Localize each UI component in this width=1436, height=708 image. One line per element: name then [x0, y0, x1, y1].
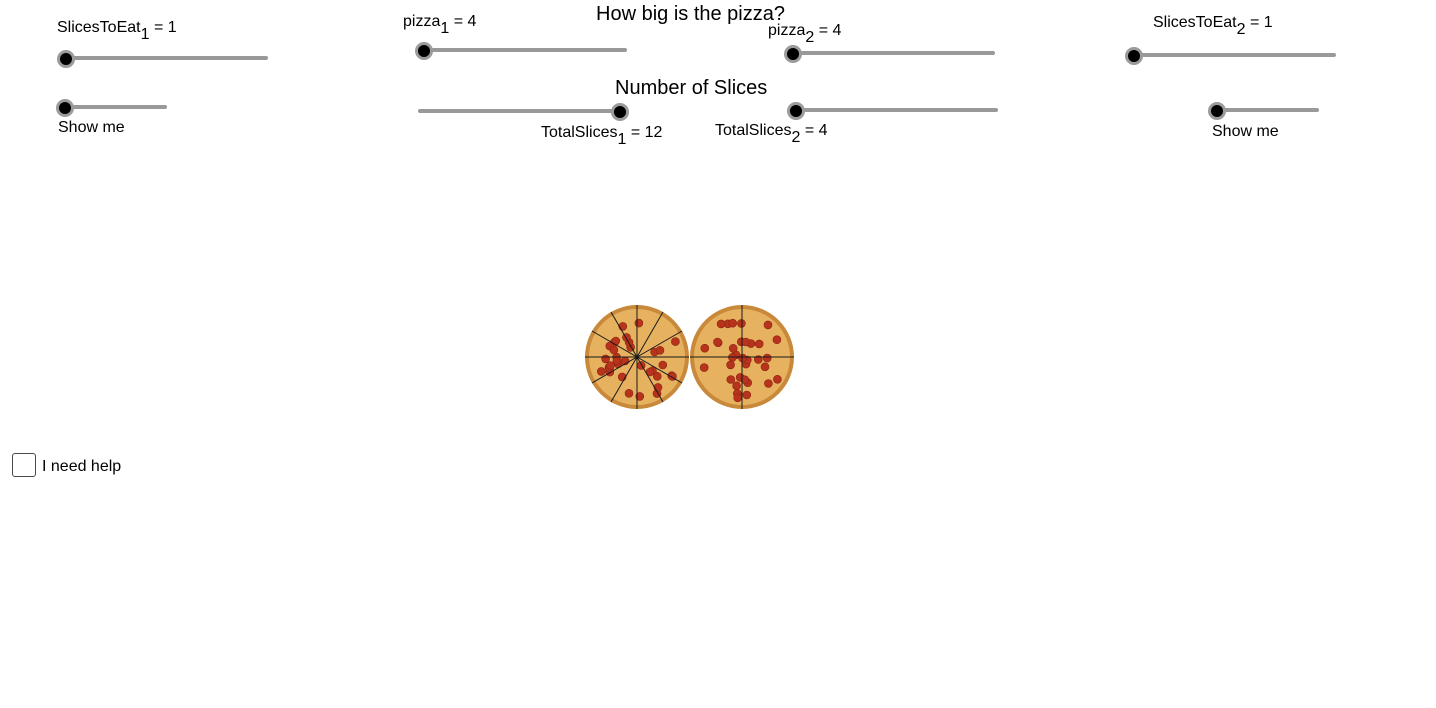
pepperoni — [763, 354, 771, 362]
pepperoni — [764, 380, 772, 388]
pizza-graphics — [580, 300, 802, 416]
pizza-1-handle[interactable] — [415, 42, 433, 60]
pepperoni — [607, 362, 615, 370]
pizza-2-handle[interactable] — [784, 45, 802, 63]
slices-to-eat-1-slider[interactable] — [63, 56, 268, 60]
total-slices-2-label: TotalSlices$_2$ = 4 — [715, 122, 828, 146]
pepperoni — [654, 383, 662, 391]
pepperoni — [733, 382, 741, 390]
show-me-right-label: Show me — [1212, 123, 1279, 140]
pepperoni — [619, 322, 627, 330]
pepperoni — [656, 346, 664, 354]
pepperoni — [602, 355, 610, 363]
slices-to-eat-2-label: SlicesToEat$_2$ = 1 — [1153, 14, 1273, 38]
total-slices-1-handle[interactable] — [611, 103, 629, 121]
show-me-right-slider[interactable] — [1214, 108, 1319, 112]
slices-to-eat-2-slider[interactable] — [1131, 53, 1336, 57]
help-checkbox[interactable] — [12, 453, 36, 477]
show-me-left-slider[interactable] — [62, 105, 167, 109]
pepperoni — [671, 338, 679, 346]
pizza-1-slider[interactable] — [421, 48, 627, 52]
help-checkbox-label[interactable]: I need help — [42, 458, 122, 475]
pizza-1 — [585, 305, 689, 409]
slices-to-eat-1-handle[interactable] — [57, 50, 75, 68]
pepperoni — [761, 363, 769, 371]
pepperoni — [743, 391, 751, 399]
show-me-left-label: Show me — [58, 119, 125, 136]
pepperoni — [729, 319, 737, 327]
pizza-1-label: pizza$_1$ = 4 — [403, 13, 477, 37]
pizza-2-label: pizza$_2$ = 4 — [768, 22, 842, 46]
show-me-left-handle[interactable] — [56, 99, 74, 117]
total-slices-1-label: TotalSlices$_1$ = 12 — [541, 124, 663, 148]
show-me-right-handle[interactable] — [1208, 102, 1226, 120]
slices-to-eat-2-handle[interactable] — [1125, 47, 1143, 65]
pepperoni — [625, 389, 633, 397]
pepperoni — [727, 361, 735, 369]
pepperoni — [700, 364, 708, 372]
pizza-2-slider[interactable] — [790, 51, 995, 55]
page-title: How big is the pizza? — [596, 3, 785, 25]
pepperoni — [612, 337, 620, 345]
pepperoni — [764, 321, 772, 329]
pepperoni — [714, 338, 722, 346]
pepperoni — [755, 340, 763, 348]
slices-to-eat-1-label: SlicesToEat$_1$ = 1 — [57, 19, 177, 43]
pepperoni — [737, 319, 745, 327]
total-slices-2-slider[interactable] — [793, 108, 998, 112]
total-slices-2-handle[interactable] — [787, 102, 805, 120]
pepperoni — [773, 336, 781, 344]
pepperoni — [773, 375, 781, 383]
pepperoni — [717, 320, 725, 328]
pepperoni — [597, 367, 605, 375]
total-slices-1-slider[interactable] — [418, 109, 624, 113]
pepperoni — [635, 319, 643, 327]
pepperoni — [727, 376, 735, 384]
pepperoni — [742, 338, 750, 346]
pepperoni — [734, 394, 742, 402]
pizza-2 — [690, 305, 794, 409]
pepperoni — [610, 346, 618, 354]
pepperoni — [739, 354, 747, 362]
pepperoni — [653, 372, 661, 380]
pepperoni — [659, 361, 667, 369]
number-of-slices-heading: Number of Slices — [615, 77, 768, 99]
pepperoni — [701, 344, 709, 352]
pepperoni — [729, 344, 737, 352]
